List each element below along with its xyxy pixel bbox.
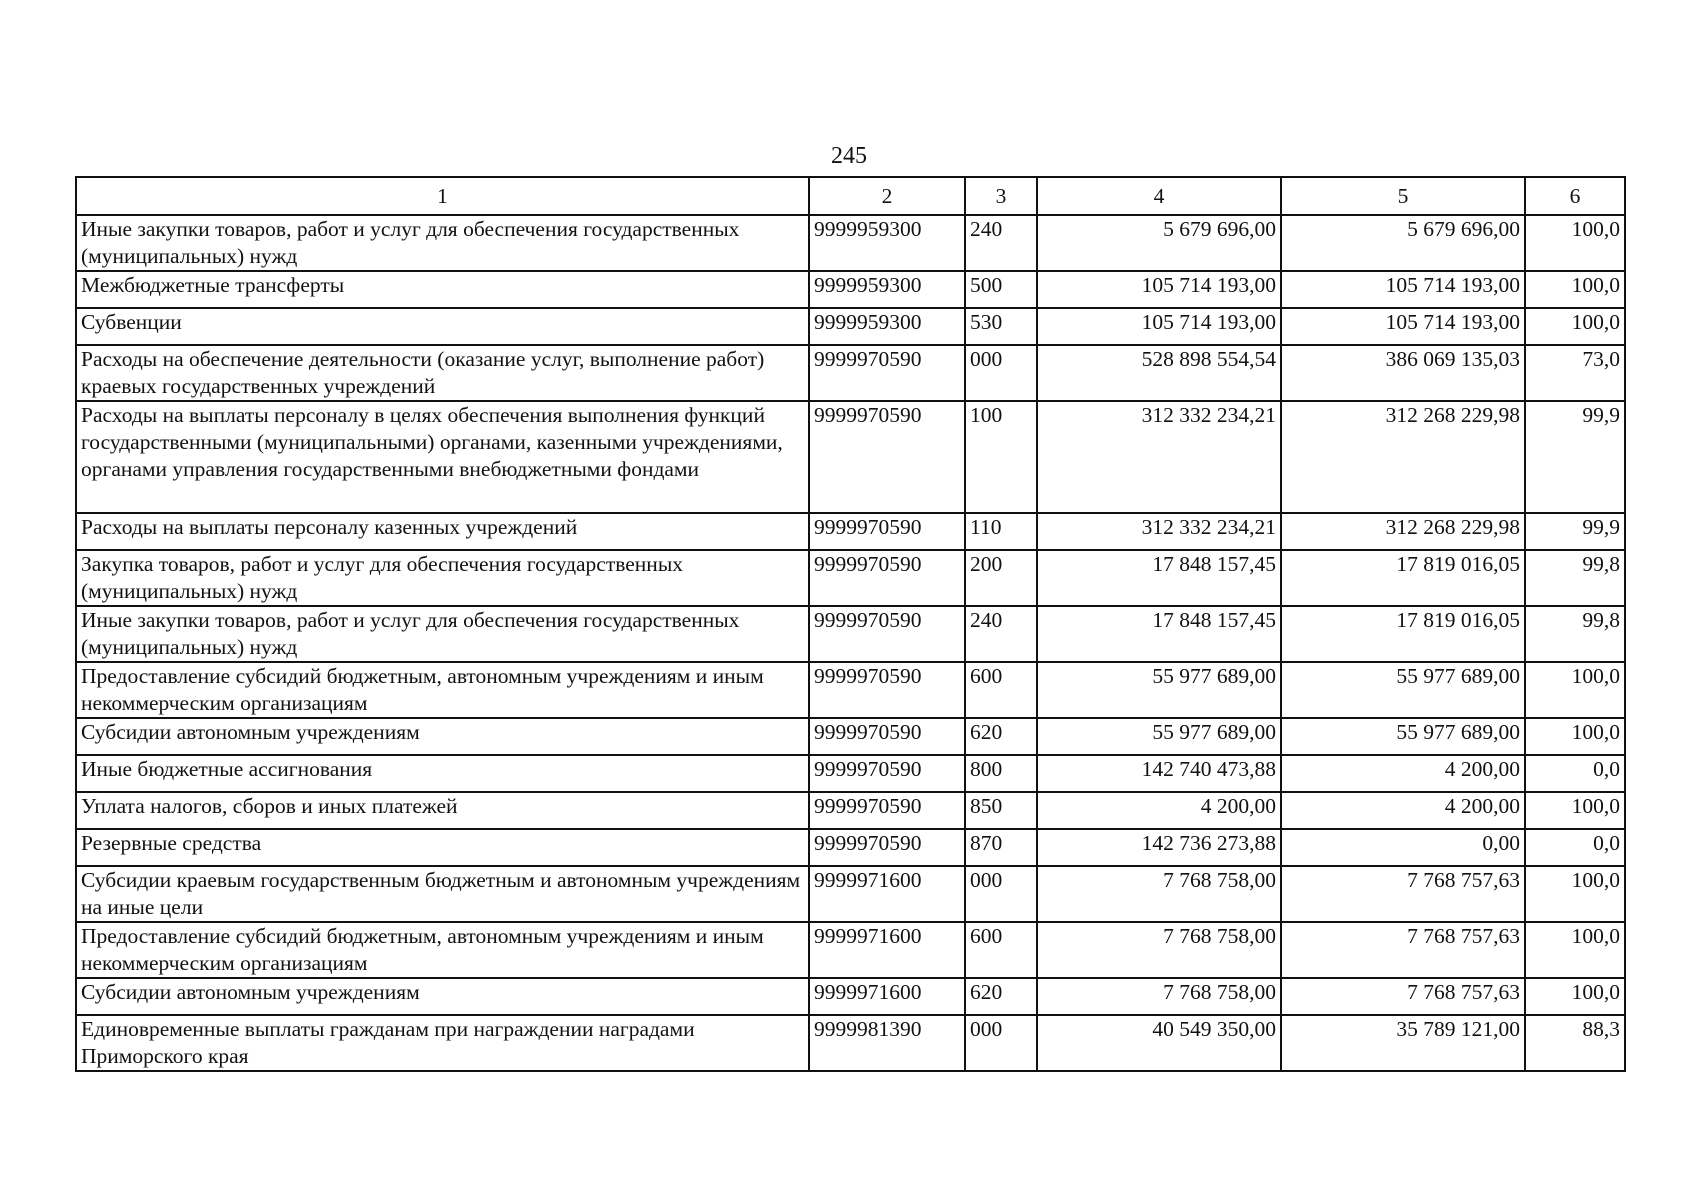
row-percent: 100,0 [1525, 215, 1625, 271]
row-name: Предоставление субсидий бюджетным, автономным учреждениям и иным некоммерческим организациям [76, 922, 809, 978]
table-row [76, 550, 1625, 606]
row-name: Субсидии автономным учреждениям [76, 718, 809, 755]
row-percent: 100,0 [1525, 792, 1625, 829]
row-actual-amount: 312 268 229,98 [1281, 401, 1525, 513]
row-code: 9999970590 [809, 401, 965, 513]
table-row [76, 401, 1625, 513]
table-row [76, 718, 1625, 755]
table-row [76, 215, 1625, 271]
table-row [76, 978, 1625, 1015]
row-name: Субсидии автономным учреждениям [76, 978, 809, 1015]
row-actual-amount: 35 789 121,00 [1281, 1015, 1525, 1071]
row-code: 9999970590 [809, 345, 965, 401]
row-actual-amount: 17 819 016,05 [1281, 606, 1525, 662]
row-percent: 99,9 [1525, 513, 1625, 550]
row-name: Закупка товаров, работ и услуг для обеспечения государственных (муниципальных) нужд [76, 550, 809, 606]
header-col-5: 5 [1281, 177, 1525, 215]
row-expense-type: 530 [965, 308, 1037, 345]
row-planned-amount: 40 549 350,00 [1037, 1015, 1281, 1071]
row-planned-amount: 55 977 689,00 [1037, 718, 1281, 755]
row-actual-amount: 105 714 193,00 [1281, 271, 1525, 308]
table-row [76, 662, 1625, 718]
row-actual-amount: 7 768 757,63 [1281, 978, 1525, 1015]
row-name: Уплата налогов, сборов и иных платежей [76, 792, 809, 829]
row-code: 9999970590 [809, 550, 965, 606]
row-planned-amount: 55 977 689,00 [1037, 662, 1281, 718]
row-percent: 99,9 [1525, 401, 1625, 513]
row-name: Единовременные выплаты гражданам при награждении наградами Приморского края [76, 1015, 809, 1071]
row-name: Межбюджетные трансферты [76, 271, 809, 308]
row-actual-amount: 5 679 696,00 [1281, 215, 1525, 271]
row-actual-amount: 0,00 [1281, 829, 1525, 866]
row-code: 9999971600 [809, 922, 965, 978]
header-col-2: 2 [809, 177, 965, 215]
table-row [76, 606, 1625, 662]
table-row [76, 1015, 1625, 1071]
row-expense-type: 500 [965, 271, 1037, 308]
row-name: Субсидии краевым государственным бюджетным и автономным учреждениям на иные цели [76, 866, 809, 922]
row-planned-amount: 312 332 234,21 [1037, 401, 1281, 513]
row-actual-amount: 386 069 135,03 [1281, 345, 1525, 401]
row-planned-amount: 7 768 758,00 [1037, 866, 1281, 922]
table-row [76, 345, 1625, 401]
row-percent: 100,0 [1525, 271, 1625, 308]
row-planned-amount: 105 714 193,00 [1037, 308, 1281, 345]
table-row [76, 271, 1625, 308]
row-expense-type: 600 [965, 922, 1037, 978]
row-planned-amount: 312 332 234,21 [1037, 513, 1281, 550]
row-code: 9999959300 [809, 271, 965, 308]
row-expense-type: 600 [965, 662, 1037, 718]
table-header-row [76, 177, 1625, 215]
page-number: 245 [831, 143, 867, 169]
row-planned-amount: 7 768 758,00 [1037, 922, 1281, 978]
row-expense-type: 000 [965, 866, 1037, 922]
header-col-6: 6 [1525, 177, 1625, 215]
row-percent: 100,0 [1525, 662, 1625, 718]
budget-table [75, 176, 1626, 1072]
row-planned-amount: 17 848 157,45 [1037, 606, 1281, 662]
row-name: Расходы на обеспечение деятельности (оказание услуг, выполнение работ) краевых государственных учреждений [76, 345, 809, 401]
row-name: Расходы на выплаты персоналу казенных учреждений [76, 513, 809, 550]
row-expense-type: 620 [965, 718, 1037, 755]
row-expense-type: 800 [965, 755, 1037, 792]
row-name: Расходы на выплаты персоналу в целях обеспечения выполнения функций государственными (муниципальными) органами, казенными учреждениями, органами управления государственными внебюджетными фондами [76, 401, 809, 513]
table-row [76, 513, 1625, 550]
row-code: 9999970590 [809, 606, 965, 662]
row-actual-amount: 55 977 689,00 [1281, 662, 1525, 718]
row-planned-amount: 105 714 193,00 [1037, 271, 1281, 308]
row-expense-type: 240 [965, 215, 1037, 271]
table-row [76, 755, 1625, 792]
row-expense-type: 200 [965, 550, 1037, 606]
row-percent: 100,0 [1525, 922, 1625, 978]
row-code: 9999959300 [809, 215, 965, 271]
row-expense-type: 620 [965, 978, 1037, 1015]
row-code: 9999971600 [809, 866, 965, 922]
row-percent: 73,0 [1525, 345, 1625, 401]
row-code: 9999970590 [809, 792, 965, 829]
row-percent: 99,8 [1525, 550, 1625, 606]
row-actual-amount: 7 768 757,63 [1281, 922, 1525, 978]
row-name: Иные закупки товаров, работ и услуг для обеспечения государственных (муниципальных) нужд [76, 215, 809, 271]
row-expense-type: 240 [965, 606, 1037, 662]
row-code: 9999970590 [809, 829, 965, 866]
row-percent: 100,0 [1525, 308, 1625, 345]
table-row [76, 866, 1625, 922]
row-code: 9999981390 [809, 1015, 965, 1071]
row-expense-type: 000 [965, 1015, 1037, 1071]
row-code: 9999970590 [809, 755, 965, 792]
header-col-1: 1 [76, 177, 809, 215]
row-percent: 100,0 [1525, 718, 1625, 755]
row-percent: 88,3 [1525, 1015, 1625, 1071]
row-code: 9999970590 [809, 718, 965, 755]
row-planned-amount: 142 740 473,88 [1037, 755, 1281, 792]
row-expense-type: 870 [965, 829, 1037, 866]
row-actual-amount: 4 200,00 [1281, 755, 1525, 792]
row-name: Резервные средства [76, 829, 809, 866]
row-actual-amount: 55 977 689,00 [1281, 718, 1525, 755]
row-actual-amount: 4 200,00 [1281, 792, 1525, 829]
row-actual-amount: 7 768 757,63 [1281, 866, 1525, 922]
row-expense-type: 100 [965, 401, 1037, 513]
row-planned-amount: 142 736 273,88 [1037, 829, 1281, 866]
row-code: 9999970590 [809, 662, 965, 718]
row-planned-amount: 4 200,00 [1037, 792, 1281, 829]
row-name: Иные бюджетные ассигнования [76, 755, 809, 792]
row-code: 9999970590 [809, 513, 965, 550]
row-planned-amount: 528 898 554,54 [1037, 345, 1281, 401]
row-actual-amount: 17 819 016,05 [1281, 550, 1525, 606]
row-actual-amount: 312 268 229,98 [1281, 513, 1525, 550]
row-percent: 0,0 [1525, 755, 1625, 792]
row-expense-type: 000 [965, 345, 1037, 401]
row-expense-type: 850 [965, 792, 1037, 829]
header-col-3: 3 [965, 177, 1037, 215]
row-percent: 100,0 [1525, 978, 1625, 1015]
row-planned-amount: 5 679 696,00 [1037, 215, 1281, 271]
header-col-4: 4 [1037, 177, 1281, 215]
row-code: 9999971600 [809, 978, 965, 1015]
row-name: Иные закупки товаров, работ и услуг для обеспечения государственных (муниципальных) нужд [76, 606, 809, 662]
row-percent: 100,0 [1525, 866, 1625, 922]
table-row [76, 922, 1625, 978]
row-code: 9999959300 [809, 308, 965, 345]
row-percent: 0,0 [1525, 829, 1625, 866]
row-name: Субвенции [76, 308, 809, 345]
table-row [76, 308, 1625, 345]
row-planned-amount: 17 848 157,45 [1037, 550, 1281, 606]
row-planned-amount: 7 768 758,00 [1037, 978, 1281, 1015]
row-name: Предоставление субсидий бюджетным, автономным учреждениям и иным некоммерческим организациям [76, 662, 809, 718]
table-row [76, 829, 1625, 866]
row-percent: 99,8 [1525, 606, 1625, 662]
table-row [76, 792, 1625, 829]
row-expense-type: 110 [965, 513, 1037, 550]
row-actual-amount: 105 714 193,00 [1281, 308, 1525, 345]
